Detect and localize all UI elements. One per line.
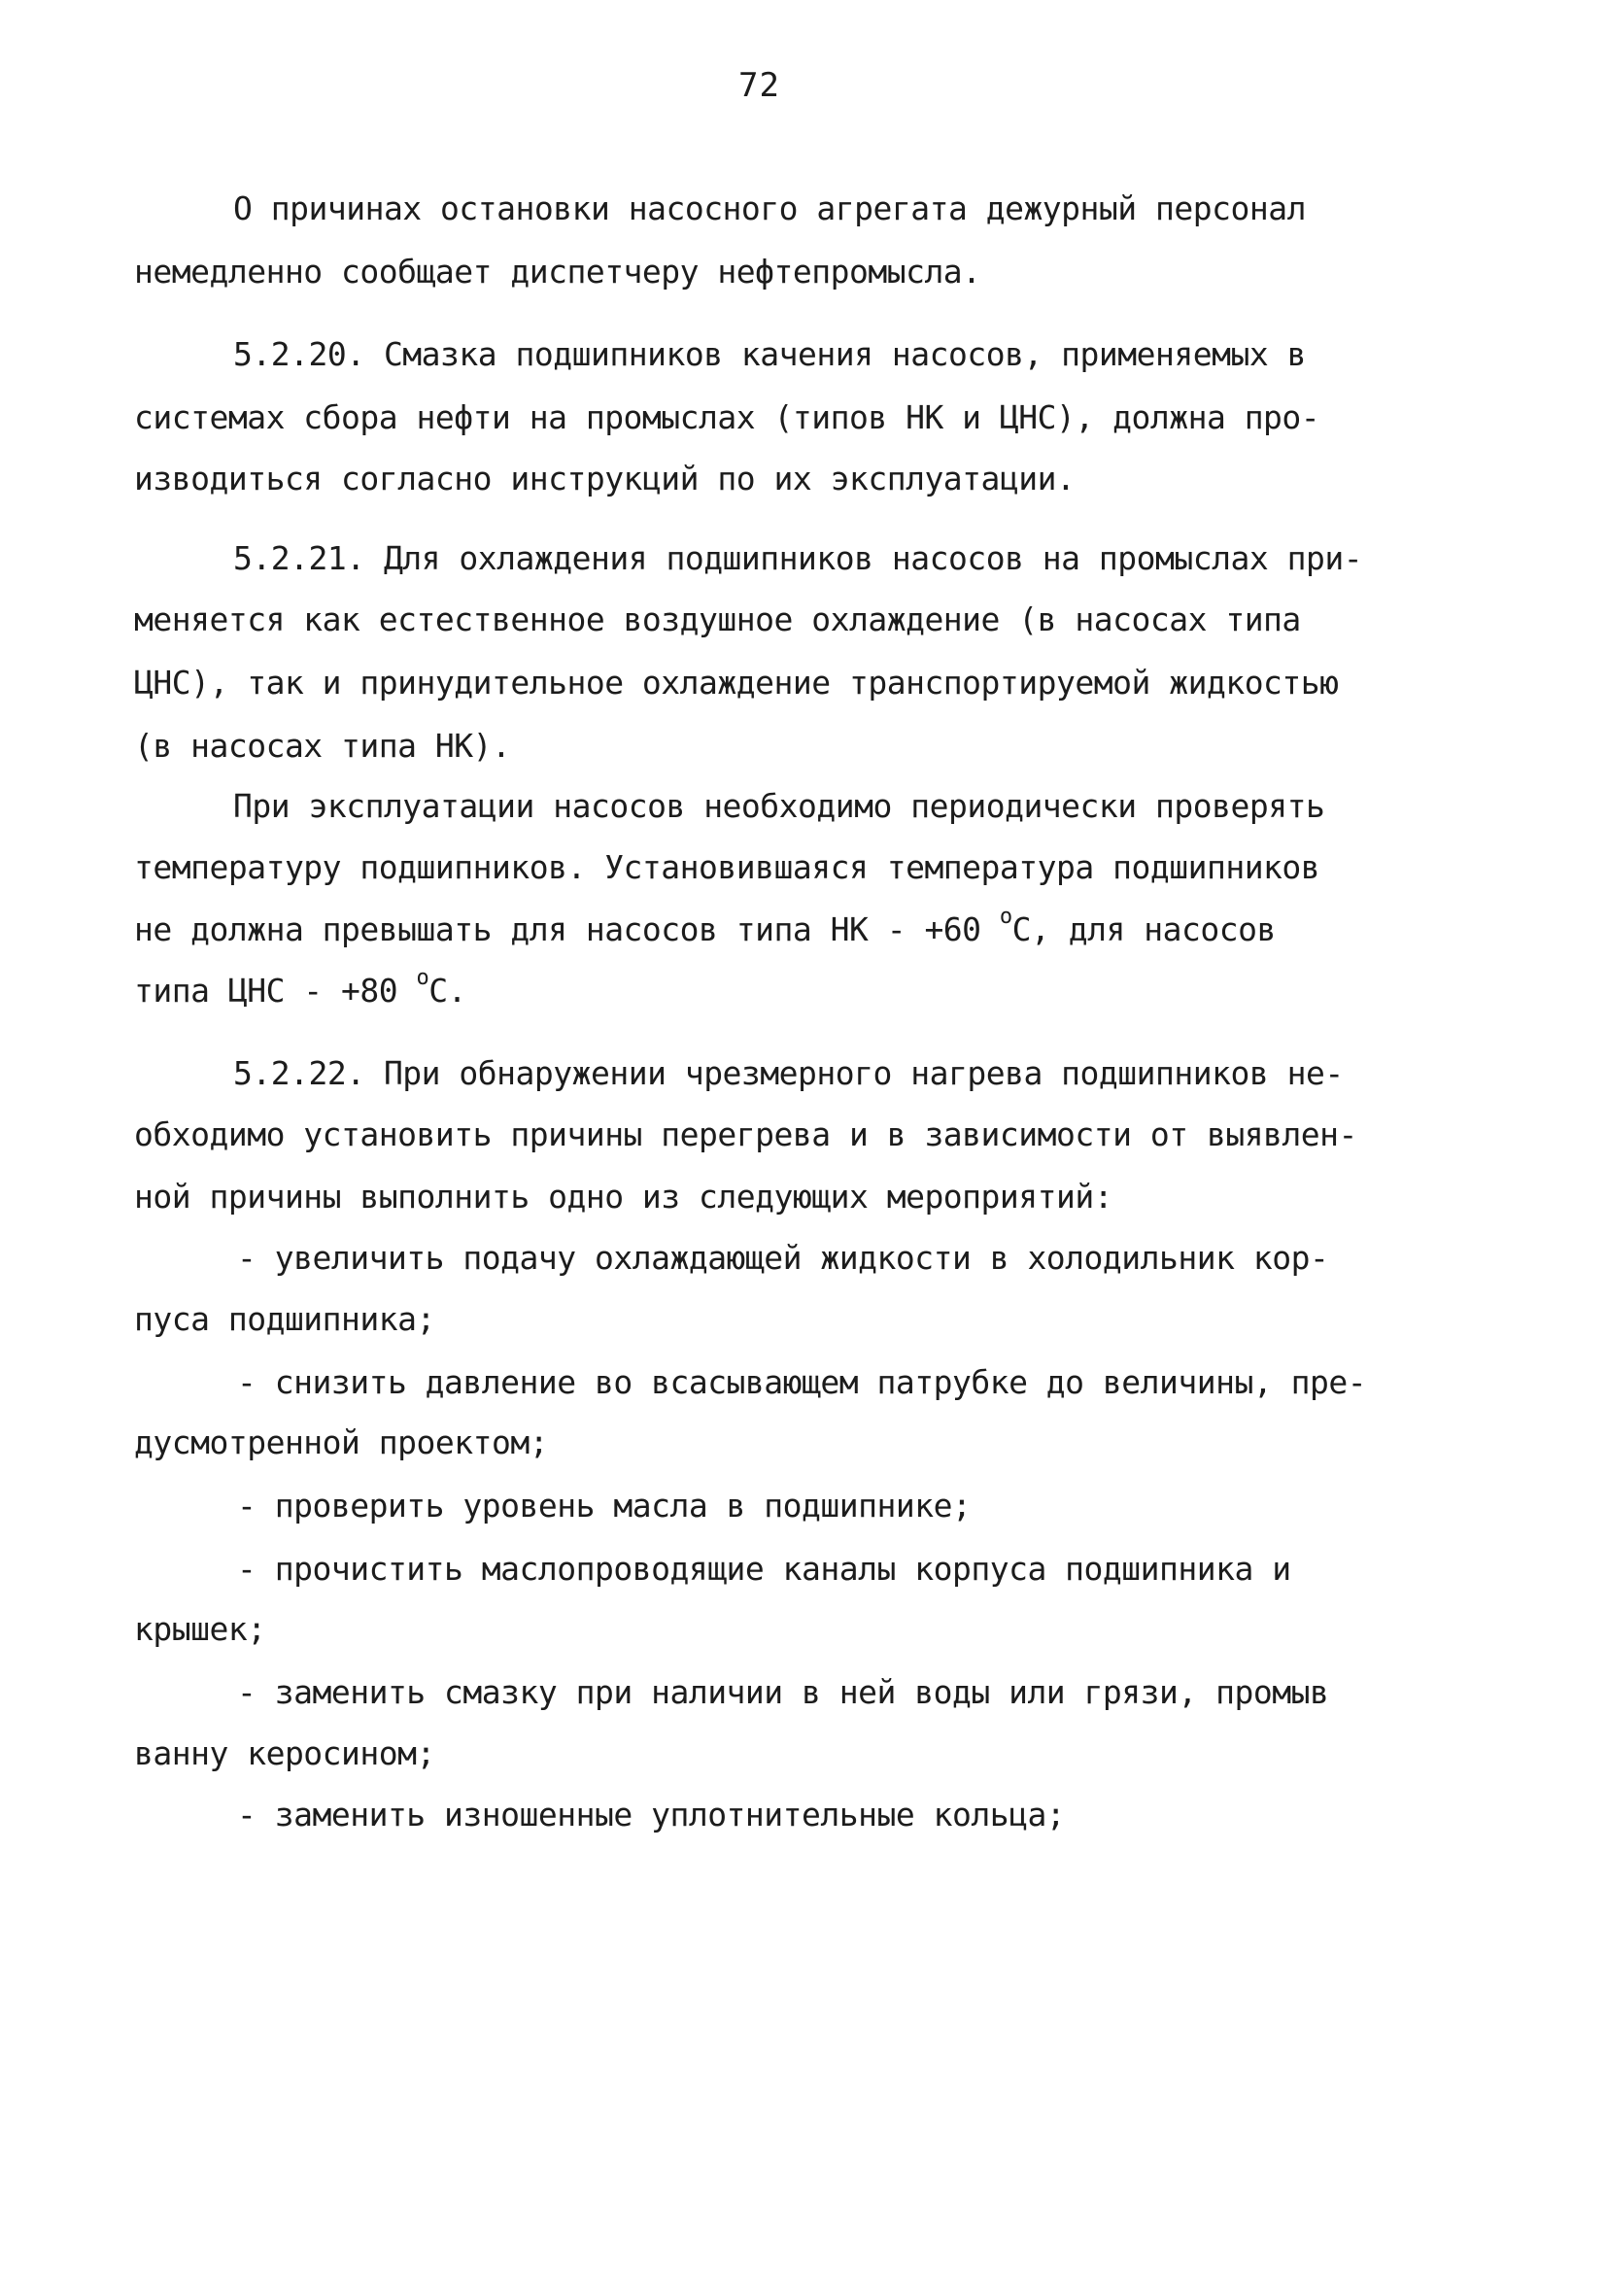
text-line: При эксплуатации насосов необходимо периодически проверять	[233, 787, 1325, 825]
text-line: 5.2.21. Для охлаждения подшипников насосов на промыслах при-	[233, 539, 1363, 577]
list-item: - снизить давление во всасывающем патрубке до величины, пре-	[237, 1363, 1367, 1401]
text-line: изводиться согласно инструкций по их эксплуатации.	[134, 460, 1076, 497]
list-item: - проверить уровень масла в подшипнике;	[237, 1487, 972, 1525]
list-item: - прочистить маслопроводящие каналы корпуса подшипника и	[237, 1550, 1291, 1588]
text-line: крышек;	[134, 1610, 266, 1648]
text-line: меняется как естественное воздушное охлаждение (в насосах типа	[134, 600, 1301, 638]
text-line	[134, 966, 467, 1010]
list-item: - заменить изношенные уплотнительные кольца;	[237, 1796, 1066, 1833]
text-fragment: С, для насосов	[1011, 910, 1276, 948]
text-line: (в насосах типа НК).	[134, 727, 511, 765]
text-fragment: не должна превышать для насосов типа НК - +60	[134, 910, 1000, 948]
text-line: системах сбора нефти на промыслах (типов НК и ЦНС), должна про-	[134, 398, 1320, 436]
text-fragment: С.	[428, 972, 467, 1010]
text-line: О причинах остановки насосного агрегата дежурный персонал	[233, 189, 1306, 227]
text-line: дусмотренной проектом;	[134, 1423, 549, 1461]
text-line: температуру подшипников. Установившаяся температура подшипников	[134, 848, 1320, 886]
list-item: - заменить смазку при наличии в ней воды или грязи, промыв	[237, 1673, 1329, 1711]
text-line: ной причины выполнить одно из следующих мероприятий:	[134, 1178, 1113, 1216]
text-line: обходимо установить причины перегрева и в зависимости от выявлен-	[134, 1115, 1357, 1153]
text-line: 5.2.20. Смазка подшипников качения насосов, применяемых в	[233, 335, 1306, 373]
list-item: - увеличить подачу охлаждающей жидкости в холодильник кор-	[237, 1239, 1329, 1277]
degree-mark: о	[999, 905, 1012, 929]
text-line: ванну керосином;	[134, 1734, 435, 1772]
text-line: немедленно сообщает диспетчеру нефтепромысла.	[134, 253, 981, 291]
text-line: пуса подшипника;	[134, 1300, 435, 1338]
text-line: ЦНС), так и принудительное охлаждение транспортируемой жидкостью	[134, 664, 1339, 702]
degree-mark: о	[416, 966, 429, 990]
text-line: 5.2.22. При обнаружении чрезмерного нагрева подшипников не-	[233, 1054, 1344, 1092]
text-line	[134, 905, 1276, 948]
text-fragment: типа ЦНС - +80	[134, 972, 417, 1010]
page-number: 72	[738, 66, 780, 105]
